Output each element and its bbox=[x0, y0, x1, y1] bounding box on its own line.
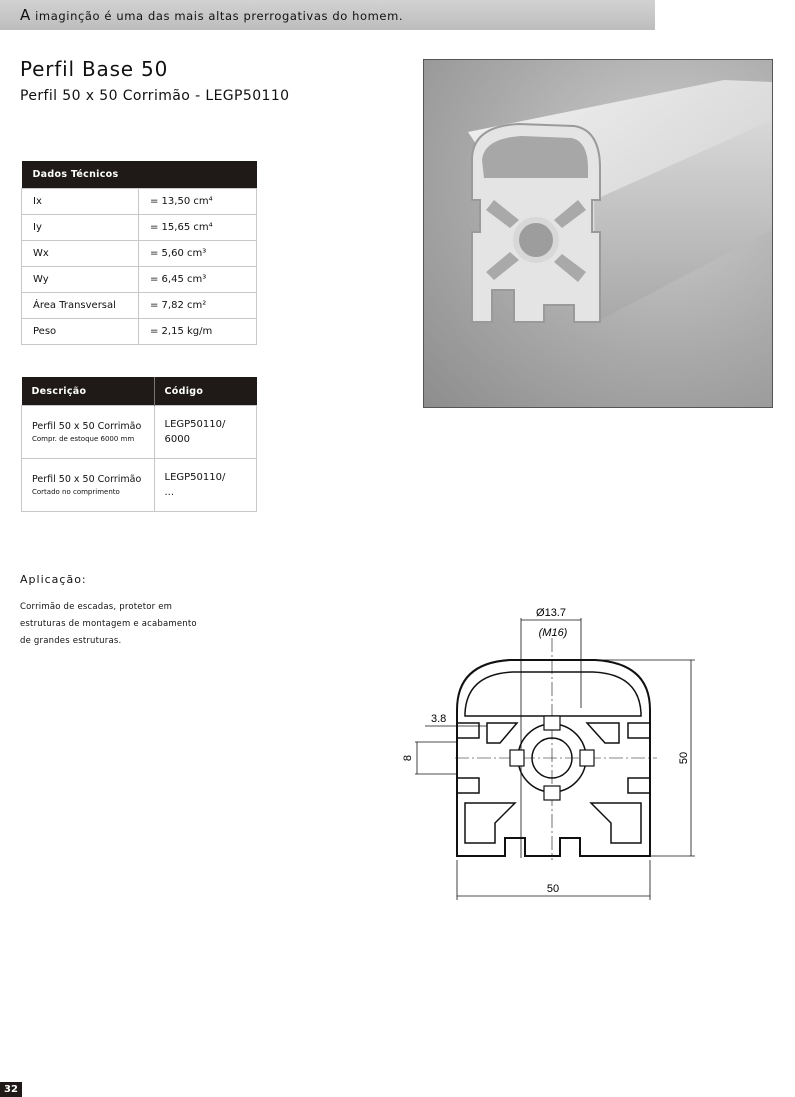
property-value: = 15,65 cm⁴ bbox=[139, 215, 257, 241]
cavity-outline bbox=[591, 803, 641, 843]
product-code: LEGP50110/ bbox=[164, 419, 226, 430]
core-key bbox=[510, 750, 524, 766]
core-key bbox=[544, 716, 560, 730]
table-row bbox=[22, 406, 257, 459]
cavity-outline bbox=[587, 723, 619, 743]
height-label: 50 bbox=[678, 751, 690, 765]
profile-top-channel bbox=[482, 136, 588, 178]
code-column-header: Código bbox=[154, 377, 257, 406]
table-row bbox=[22, 215, 257, 241]
application-title: Aplicação: bbox=[20, 573, 87, 586]
table-row bbox=[22, 319, 257, 345]
product-code-table bbox=[21, 377, 257, 512]
right-slot-outline bbox=[628, 723, 650, 738]
slot-depth-label: 8 bbox=[402, 754, 414, 762]
core-key bbox=[580, 750, 594, 766]
profile-center-bore bbox=[516, 220, 556, 260]
core-key bbox=[544, 786, 560, 800]
technical-data-table bbox=[21, 161, 257, 345]
property-value: = 5,60 cm³ bbox=[139, 241, 257, 267]
property-label: Iy bbox=[22, 215, 139, 241]
profile-photo bbox=[423, 59, 773, 408]
property-value: = 2,15 kg/m bbox=[139, 319, 257, 345]
table-row bbox=[22, 267, 257, 293]
header-slogan: A imaginção é uma das mais altas prerrogativas do homem. bbox=[20, 6, 404, 24]
thread-label: (M16) bbox=[538, 627, 568, 639]
product-description: Perfil 50 x 50 Corrimão bbox=[32, 421, 142, 432]
table-row bbox=[22, 293, 257, 319]
header-bar-gap bbox=[655, 0, 795, 28]
application-line: de grandes estruturas. bbox=[20, 636, 122, 646]
aluminum-profile-illustration bbox=[424, 60, 772, 407]
table-row bbox=[22, 241, 257, 267]
property-value: = 13,50 cm⁴ bbox=[139, 189, 257, 215]
product-note: Cortado no comprimento bbox=[32, 488, 120, 496]
right-slot-outline bbox=[628, 778, 650, 793]
description-cell bbox=[22, 459, 155, 512]
page-subtitle: Perfil 50 x 50 Corrimão - LEGP50110 bbox=[20, 88, 290, 104]
application-text bbox=[20, 599, 240, 650]
technical-data-heading: Dados Técnicos bbox=[22, 161, 257, 189]
property-label: Wx bbox=[22, 241, 139, 267]
technical-drawing bbox=[395, 598, 705, 903]
table-row bbox=[22, 189, 257, 215]
width-label: 50 bbox=[546, 883, 560, 895]
property-label: Peso bbox=[22, 319, 139, 345]
left-slot-outline bbox=[457, 723, 479, 738]
product-code: LEGP50110/ bbox=[164, 472, 226, 483]
product-code-suffix: ... bbox=[164, 487, 175, 498]
top-channel-outline bbox=[465, 672, 641, 716]
property-label: Ix bbox=[22, 189, 139, 215]
property-value: = 7,82 cm² bbox=[139, 293, 257, 319]
product-note: Compr. de estoque 6000 mm bbox=[32, 435, 135, 443]
description-cell bbox=[22, 406, 155, 459]
cavity-outline bbox=[487, 723, 517, 743]
code-cell bbox=[154, 459, 257, 512]
property-label: Área Transversal bbox=[22, 293, 139, 319]
property-label: Wy bbox=[22, 267, 139, 293]
description-column-header: Descrição bbox=[22, 377, 155, 406]
diameter-label: Ø13.7 bbox=[536, 607, 566, 619]
table-row bbox=[22, 459, 257, 512]
product-description: Perfil 50 x 50 Corrimão bbox=[32, 474, 142, 485]
page-number: 32 bbox=[0, 1082, 22, 1097]
page-title: Perfil Base 50 bbox=[20, 57, 169, 81]
left-slot-outline bbox=[457, 778, 479, 793]
property-value: = 6,45 cm³ bbox=[139, 267, 257, 293]
code-cell bbox=[154, 406, 257, 459]
slot-width-label: 3.8 bbox=[431, 713, 447, 725]
application-line: Corrimão de escadas, protetor em bbox=[20, 602, 173, 612]
application-line: estruturas de montagem e acabamento bbox=[20, 619, 197, 629]
product-code-suffix: 6000 bbox=[164, 434, 190, 445]
